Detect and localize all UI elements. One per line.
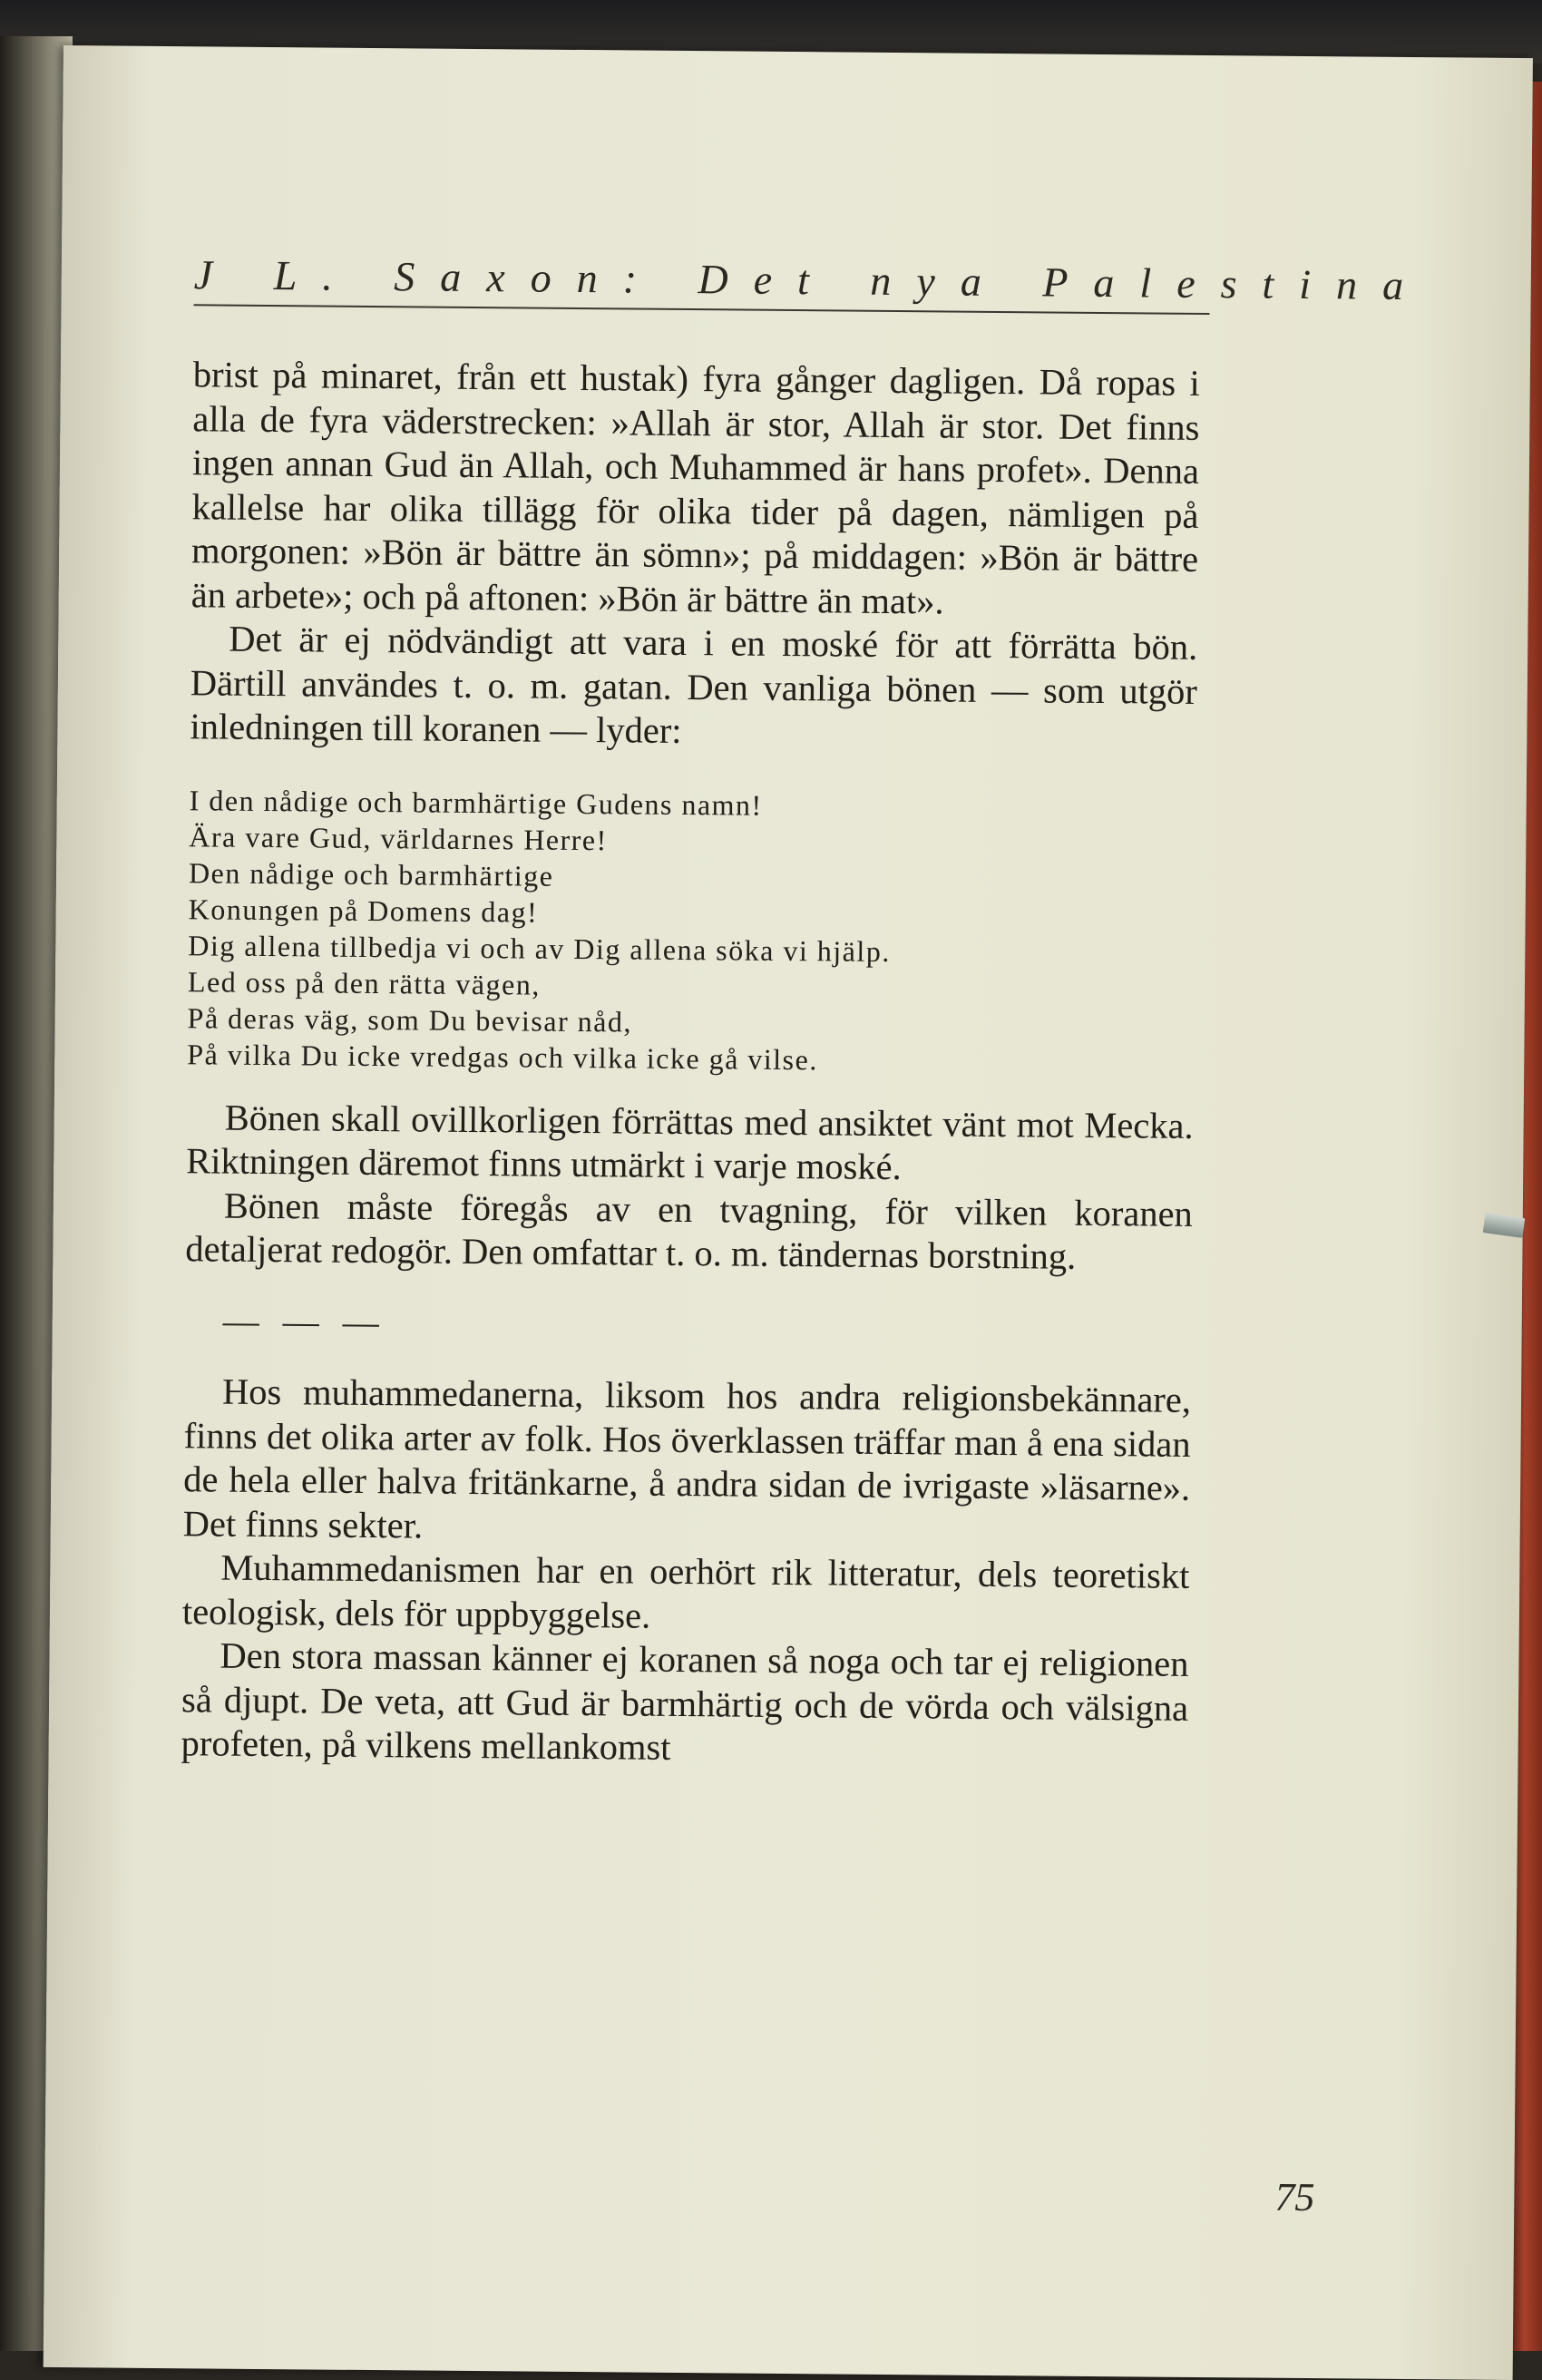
prayer-line: Dig allena tillbedja vi och av Dig allena söka vi hjälp. bbox=[188, 928, 891, 968]
book-page bbox=[44, 45, 1533, 2380]
prayer-line: På vilka Du icke vredgas och vilka icke gå vilse. bbox=[187, 1037, 818, 1076]
prayer-line: Den nådige och barmhärtige bbox=[188, 855, 554, 892]
prayer-line: Konungen på Domens dag! bbox=[188, 892, 539, 929]
paragraph: Det är ej nödvändigt att vara i en moské för att förrätta bön. Därtill användes t. o. m. gatan. Den vanliga bönen — som utgör inledningen till koranen — lyder: bbox=[190, 618, 1198, 751]
paragraph: Muhammedanismen har en oerhört rik litteratur, dels teoretiskt teologisk, dels för uppbyggelse. bbox=[181, 1546, 1190, 1636]
paragraph: Bönen skall ovillkorligen förrättas med ansiktet vänt mot Mecka. Riktningen däremot finns utmärkt i varje moské. bbox=[186, 1097, 1194, 1188]
prayer-line: På deras väg, som Du bevisar nåd, bbox=[187, 1000, 633, 1039]
prayer-quote bbox=[187, 782, 1196, 1081]
prayer-line: Led oss på den rätta vägen, bbox=[187, 964, 541, 1001]
paragraph: Hos muhammedanerna, liksom hos andra religionsbekännare, finns det olika arter av folk. Hos överklassen träffar man å ena sidan de hela eller halva fritänkarne, å andra sidan de ivrigaste »läsarne». Det finns sekter. bbox=[182, 1370, 1192, 1546]
prayer-line: Ära vare Gud, världarnes Herre! bbox=[189, 819, 608, 856]
paragraph: Bönen måste föregås av en tvagning, för vilken koranen detaljerat redogör. Den omfattar t. o. m. tändernas borstning. bbox=[185, 1185, 1194, 1277]
page-number: 75 bbox=[1274, 2174, 1315, 2220]
paragraph: Den stora massan känner ej koranen så noga och tar ej religionen så djupt. De veta, att Gud är barmhärtig och de vörda och välsigna profeten, på vilkens mellankomst bbox=[181, 1634, 1189, 1768]
prayer-line: I den nådige och barmhärtige Gudens namn! bbox=[189, 783, 763, 822]
body-text bbox=[181, 353, 1200, 1774]
page-content bbox=[181, 250, 1430, 2220]
running-header: J L. Saxon: Det nya Palestina bbox=[193, 250, 1209, 315]
paragraph: brist på minaret, från ett hustak) fyra gånger dagligen. Då ropas i alla de fyra väderstrecken: »Allah är stor, Allah är stor. Det finns ingen annan Gud än Allah, och Muhammed är hans profet». Denna kallelse har olika tillägg för olika tider på dagen, nämligen på morgonen: »Bön är bättre än sömn»; på middagen: »Bön är bättre än arbete»; och på aftonen: »Bön är bättre än mat». bbox=[190, 354, 1200, 621]
section-separator: — — — bbox=[222, 1300, 386, 1342]
